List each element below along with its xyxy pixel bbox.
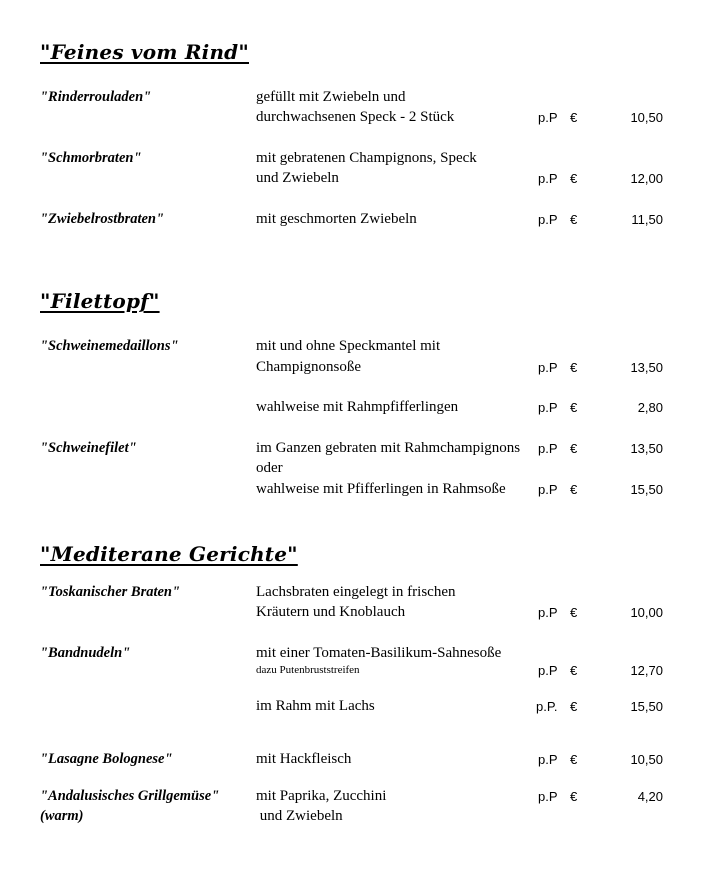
price: 2,80: [637, 400, 663, 415]
currency-symbol: €: [570, 752, 578, 767]
currency-symbol: €: [570, 360, 578, 375]
price: 10,50: [630, 752, 663, 767]
unit-label: p.P: [538, 789, 558, 804]
currency-symbol: €: [570, 212, 578, 227]
dish-name-andalusisches-grillgemuese: "Andalusisches Grillgemüse": [40, 788, 220, 804]
dish-desc: mit Paprika, Zucchini: [256, 788, 387, 804]
currency-symbol: €: [570, 110, 578, 125]
currency-symbol: €: [570, 789, 578, 804]
unit-label: p.P: [538, 171, 558, 186]
unit-label: p.P: [538, 441, 558, 456]
dish-name-schweinefilet: "Schweinefilet": [40, 440, 137, 456]
dish-desc: oder: [256, 460, 283, 476]
unit-label: p.P: [538, 212, 558, 227]
section-heading-feines-vom-rind: "Feines vom Rind": [40, 40, 249, 64]
dish-desc: wahlweise mit Rahmpfifferlingen: [256, 399, 459, 415]
unit-label: p.P: [538, 360, 558, 375]
dish-desc: mit Hackfleisch: [256, 751, 352, 767]
currency-symbol: €: [570, 482, 578, 497]
dish-desc: mit und ohne Speckmantel mit: [256, 338, 441, 354]
dish-desc: mit gebratenen Champignons, Speck: [256, 150, 477, 166]
price: 4,20: [637, 789, 663, 804]
dish-name-schweinemedaillons: "Schweinemedaillons": [40, 338, 179, 354]
dish-name-bandnudeln: "Bandnudeln": [40, 645, 131, 661]
currency-symbol: €: [570, 605, 578, 620]
price: 12,70: [630, 663, 663, 678]
price: 15,50: [630, 699, 663, 714]
dish-name-zwiebelrostbraten: "Zwiebelrostbraten": [40, 211, 165, 227]
unit-label: p.P: [538, 663, 558, 678]
unit-label: p.P: [538, 482, 558, 497]
section-heading-mediterane-gerichte: "Mediterane Gerichte": [40, 542, 298, 566]
section-heading-filettopf: "Filettopf": [40, 289, 160, 313]
currency-symbol: €: [570, 441, 578, 456]
price: 13,50: [630, 441, 663, 456]
dish-desc: im Rahm mit Lachs: [256, 698, 375, 714]
dish-desc: Lachsbraten eingelegt in frischen: [256, 584, 456, 600]
dish-name-suffix: (warm): [40, 808, 84, 824]
dish-desc: mit einer Tomaten-Basilikum-Sahnesoße: [256, 645, 502, 661]
dish-desc: wahlweise mit Pfifferlingen in Rahmsoße: [256, 481, 506, 497]
price: 12,00: [630, 171, 663, 186]
dish-name-lasagne-bolognese: "Lasagne Bolognese": [40, 751, 173, 767]
dish-desc: Kräutern und Knoblauch: [256, 604, 406, 620]
dish-desc: und Zwiebeln: [256, 808, 343, 824]
price: 13,50: [630, 360, 663, 375]
unit-label: p.P.: [536, 699, 558, 714]
dish-desc: und Zwiebeln: [256, 170, 339, 186]
dish-desc: Champignonsoße: [256, 359, 361, 375]
dish-name-toskanischer-braten: "Toskanischer Braten": [40, 584, 181, 600]
currency-symbol: €: [570, 400, 578, 415]
unit-label: p.P: [538, 752, 558, 767]
price: 10,50: [630, 110, 663, 125]
dish-desc: im Ganzen gebraten mit Rahmchampignons: [256, 440, 521, 456]
dish-desc: gefüllt mit Zwiebeln und: [256, 89, 406, 105]
dish-desc: durchwachsenen Speck - 2 Stück: [256, 109, 455, 125]
unit-label: p.P: [538, 110, 558, 125]
currency-symbol: €: [570, 699, 578, 714]
price: 15,50: [630, 482, 663, 497]
unit-label: p.P: [538, 605, 558, 620]
dish-desc: mit geschmorten Zwiebeln: [256, 211, 417, 227]
dish-name-schmorbraten: "Schmorbraten": [40, 150, 142, 166]
price: 10,00: [630, 605, 663, 620]
dish-desc-small: dazu Putenbruststreifen: [256, 664, 360, 676]
unit-label: p.P: [538, 400, 558, 415]
currency-symbol: €: [570, 171, 578, 186]
price: 11,50: [631, 212, 663, 227]
currency-symbol: €: [570, 663, 578, 678]
dish-name-rinderrouladen: "Rinderrouladen": [40, 89, 152, 105]
